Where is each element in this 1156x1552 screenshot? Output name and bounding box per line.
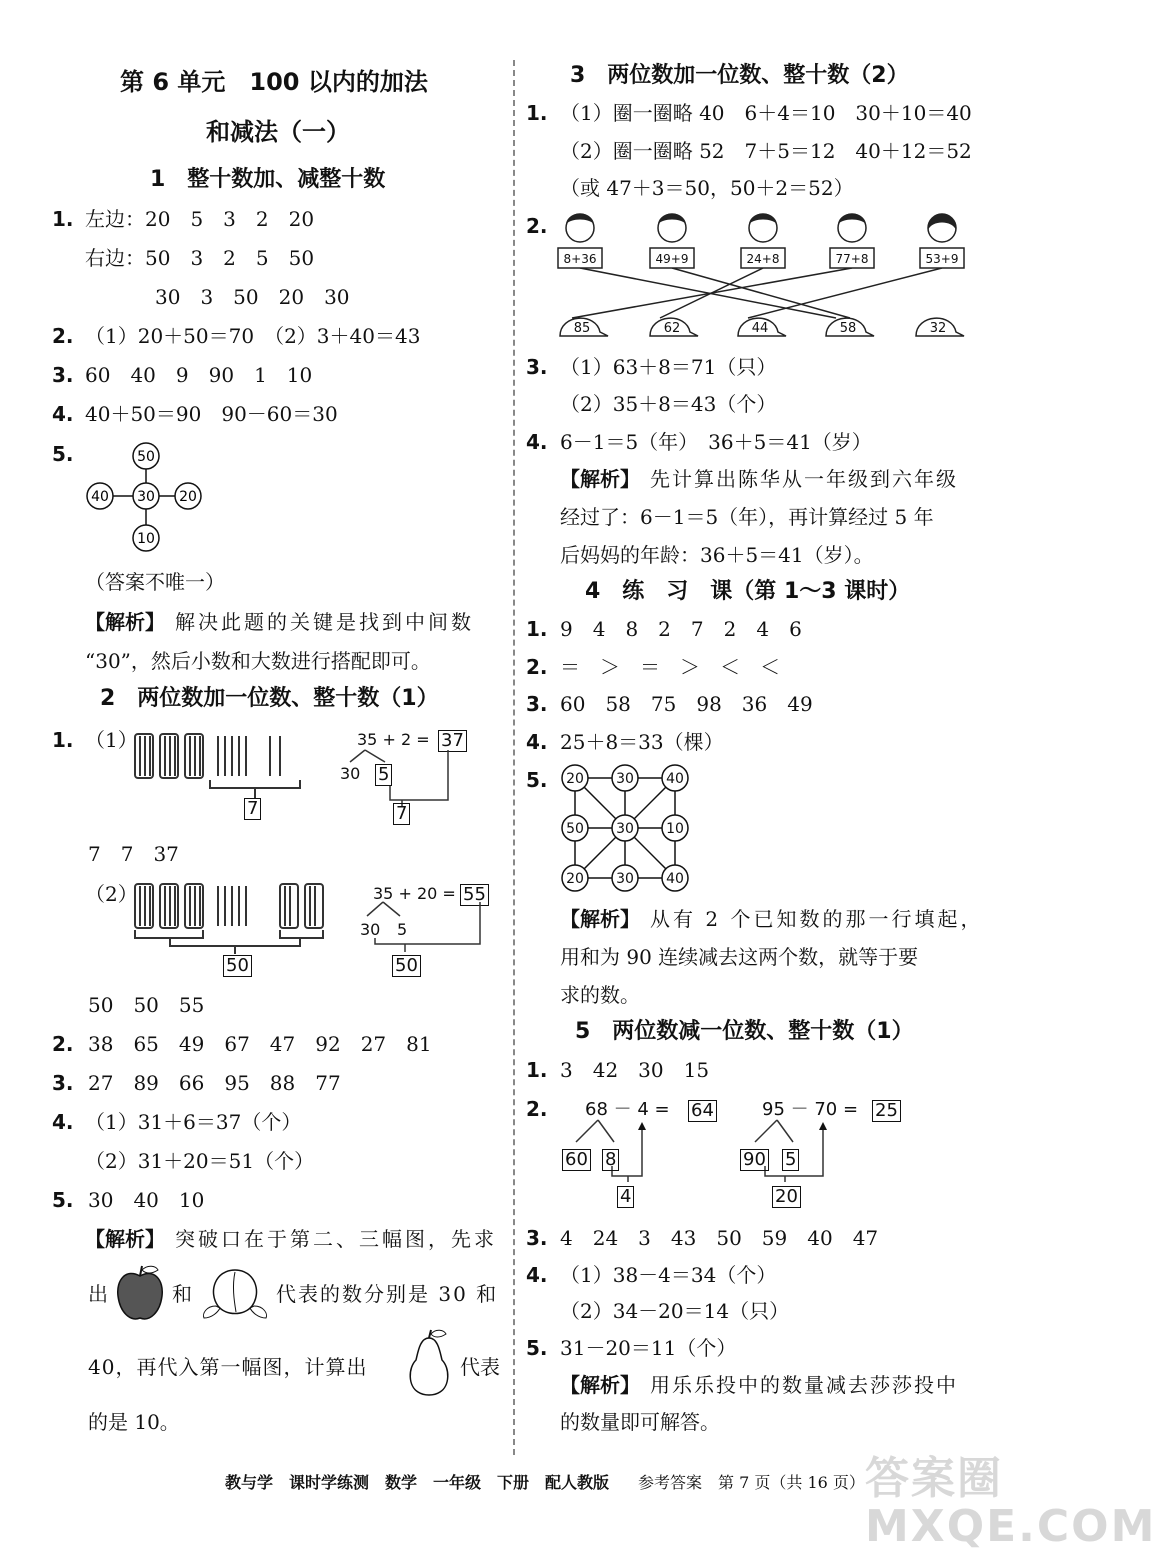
analysis-text: 和	[172, 1282, 192, 1306]
equation: 35 + 20 =	[373, 884, 456, 903]
q-label: 4.	[526, 1263, 548, 1287]
answer-line: 右边：50 3 2 5 50	[85, 246, 315, 270]
q-label: 5.	[52, 1188, 74, 1212]
q-label: 2.	[526, 655, 548, 679]
answer-line: 3 42 30 15	[560, 1058, 710, 1082]
answer-line: 31－20＝11（个）	[560, 1336, 737, 1360]
section-1-heading: 1 整十数加、减整十数	[150, 167, 386, 192]
q-label: 4.	[52, 402, 74, 426]
q-label: 1.	[52, 207, 74, 231]
q-label: 3.	[52, 363, 74, 387]
grid-cell: 40	[666, 871, 684, 887]
equation: 68 － 4 =	[585, 1099, 670, 1120]
grid-cell: 20	[566, 771, 584, 787]
analysis-tag: 【解析】	[560, 467, 640, 491]
answer-line: 50 50 55	[88, 993, 205, 1017]
hat-number: 32	[929, 321, 947, 336]
answer-line: （1）31＋6＝37（个）	[85, 1110, 302, 1134]
analysis-text: 的是 10。	[88, 1410, 180, 1434]
answer-line: （2）圈一圈略 52 7＋5＝12 40＋12＝52	[560, 139, 972, 163]
number-grid-diagram	[555, 762, 695, 894]
q-label: 2.	[526, 214, 548, 238]
answer-line: （1）63＋8＝71（只）	[560, 355, 777, 379]
section-2-heading: 2 两位数加一位数、整十数（1）	[100, 686, 439, 711]
footer-book-info: 教与学 课时学练测 数学 一年级 下册 配人教版	[225, 1473, 610, 1492]
answer-line: （或 47＋3＝50，50＋2＝52）	[560, 176, 854, 200]
equation: 35 + 2 =	[357, 730, 430, 749]
hat-number: 44	[751, 321, 769, 336]
answer-box: 5	[375, 764, 392, 786]
analysis-tag: 【解析】	[560, 1373, 640, 1397]
grid-cell: 30	[616, 821, 634, 837]
section-4-heading: 4 练 习 课（第 1～3 课时）	[585, 579, 911, 604]
analysis-text: 代表	[460, 1355, 500, 1379]
cross-bottom: 10	[137, 531, 155, 547]
grid-cell: 10	[666, 821, 684, 837]
pear-icon	[404, 1328, 454, 1398]
footer-page-number: 参考答案 第 7 页（共 16 页）	[638, 1473, 865, 1492]
q-label: 1.	[526, 1058, 548, 1082]
analysis-tag: 【解析】	[560, 907, 640, 931]
decomposed-number: 30	[360, 920, 381, 939]
stick-bundles-illustration	[130, 880, 340, 960]
kid-card: 49+9	[655, 252, 689, 266]
sub-label: （1）	[85, 728, 138, 752]
answer-line: 30 40 10	[88, 1188, 205, 1212]
answer-box: 55	[460, 884, 489, 906]
answer-box: 7	[393, 803, 410, 825]
analysis-text: 先计算出陈华从一年级到六年级	[650, 467, 958, 491]
q-label: 4.	[52, 1110, 74, 1134]
q-label: 3.	[526, 355, 548, 379]
watermark-logo	[865, 1453, 1156, 1552]
q-label: 2.	[52, 324, 74, 348]
analysis-text: 40，再代入第一幅图，计算出	[88, 1355, 368, 1379]
apple-icon	[114, 1262, 166, 1324]
peach-icon	[200, 1262, 270, 1322]
answer-line: （1）圈一圈略 40 6＋4＝10 30＋10＝40	[560, 101, 972, 125]
q-label: 5.	[526, 1336, 548, 1360]
analysis-text: “30”，然后小数和大数进行搭配即可。	[85, 649, 431, 673]
cross-number-diagram	[80, 438, 210, 558]
answer-box: 50	[223, 955, 252, 977]
answer-box: 8	[602, 1149, 619, 1171]
analysis-text: 求的数。	[560, 983, 640, 1007]
decomposed-number: 30	[340, 764, 361, 783]
q-label: 2.	[526, 1097, 548, 1121]
answer-box: 90	[740, 1149, 769, 1171]
answer-line: （1）38－4＝34（个）	[560, 1263, 777, 1287]
answer-line: 60 58 75 98 36 49	[560, 692, 813, 716]
answer-line: 40＋50＝90 90－60＝30	[85, 402, 338, 426]
kid-card: 53+9	[925, 252, 959, 266]
answer-line: （2）34－20＝14（只）	[560, 1299, 790, 1323]
cross-center: 30	[137, 489, 155, 505]
grid-cell: 20	[566, 871, 584, 887]
grid-cell: 50	[566, 821, 584, 837]
unit-subtitle: 和减法（一）	[206, 118, 350, 146]
answer-box: 37	[438, 730, 467, 752]
equation: 95 － 70 =	[762, 1099, 859, 1120]
kid-card: 24+8	[746, 252, 780, 266]
q-label: 2.	[52, 1032, 74, 1056]
grid-cell: 30	[616, 771, 634, 787]
answer-line: （2）35＋8＝43（个）	[560, 392, 777, 416]
grid-cell: 30	[616, 871, 634, 887]
answer-line: 60 40 9 90 1 10	[85, 363, 313, 387]
q-label: 5.	[52, 442, 74, 466]
answer-line: 27 89 66 95 88 77	[88, 1071, 341, 1095]
grid-cell: 40	[666, 771, 684, 787]
answer-line: 9 4 8 2 7 2 4 6	[560, 617, 802, 641]
answer-box: 60	[562, 1149, 591, 1171]
hat-number: 58	[839, 321, 857, 336]
answer-line: （2）31＋20＝51（个）	[85, 1149, 315, 1173]
matching-kids-hats	[550, 208, 990, 348]
answer-box: 64	[688, 1100, 717, 1122]
answer-box: 5	[782, 1149, 799, 1171]
cross-top: 50	[137, 449, 155, 465]
hat-number: 62	[663, 321, 681, 336]
decomposed-number: 5	[397, 920, 408, 939]
analysis-text: 解决此题的关键是找到中间数	[175, 610, 474, 634]
answer-line: 25＋8＝33（棵）	[560, 730, 724, 754]
analysis-text: 的数量即可解答。	[560, 1410, 720, 1434]
section-3-heading: 3 两位数加一位数、整十数（2）	[570, 63, 909, 88]
column-divider	[513, 60, 515, 1455]
answer-box: 7	[244, 798, 261, 820]
note: （答案不唯一）	[85, 570, 225, 594]
answer-line: （1）20＋50＝70 （2）3＋40＝43	[85, 324, 421, 348]
watermark-text: 答案圈 MXQE.COM	[865, 1453, 1156, 1552]
hat-number: 85	[573, 321, 591, 336]
q-label: 3.	[526, 692, 548, 716]
q-label: 3.	[52, 1071, 74, 1095]
answer-line: ＝ ＞ ＝ ＞ ＜ ＜	[560, 655, 780, 679]
unit-title: 第 6 单元 100 以内的加法	[120, 68, 428, 96]
answer-box: 20	[772, 1186, 801, 1208]
analysis-text: 从有 2 个已知数的那一行填起，	[650, 907, 984, 931]
kid-card: 8+36	[563, 252, 597, 266]
cross-left: 40	[91, 489, 109, 505]
q-label: 1.	[526, 617, 548, 641]
analysis-text: 代表的数分别是 30 和	[276, 1282, 499, 1306]
answer-box: 50	[392, 955, 421, 977]
answer-box: 4	[617, 1186, 634, 1208]
q-label: 5.	[526, 768, 548, 792]
q-label: 4.	[526, 430, 548, 454]
analysis-text: 经过了：6－1＝5（年），再计算经过 5 年	[560, 505, 934, 529]
sub-label: （2）	[85, 882, 138, 906]
analysis-text: 后妈妈的年龄：36＋5＝41（岁）。	[560, 543, 874, 567]
q-label: 3.	[526, 1226, 548, 1250]
answer-box: 25	[872, 1100, 901, 1122]
answer-line: 4 24 3 43 50 59 40 47	[560, 1226, 879, 1250]
kid-card: 77+8	[835, 252, 869, 266]
analysis-tag: 【解析】	[85, 1227, 165, 1251]
analysis-text: 用和为 90 连续减去这两个数，就等于要	[560, 945, 919, 969]
answer-line: 30 3 50 20 30	[155, 285, 350, 309]
analysis-tag: 【解析】	[85, 610, 165, 634]
q-label: 1.	[526, 101, 548, 125]
analysis-text: 出	[88, 1282, 108, 1306]
answer-line: 左边：20 5 3 2 20	[85, 207, 315, 231]
answer-line: 7 7 37	[88, 842, 179, 866]
stick-bundles-illustration	[130, 730, 310, 820]
q-label: 1.	[52, 728, 74, 752]
answer-line: 38 65 49 67 47 92 27 81	[88, 1032, 432, 1056]
section-5-heading: 5 两位数减一位数、整十数（1）	[575, 1019, 914, 1044]
answer-line: 6－1＝5（年） 36＋5＝41（岁）	[560, 430, 872, 454]
cross-right: 20	[179, 489, 197, 505]
analysis-text: 突破口在于第二、三幅图，先求	[175, 1227, 497, 1251]
q-label: 4.	[526, 730, 548, 754]
analysis-text: 用乐乐投中的数量减去莎莎投中	[650, 1373, 958, 1397]
